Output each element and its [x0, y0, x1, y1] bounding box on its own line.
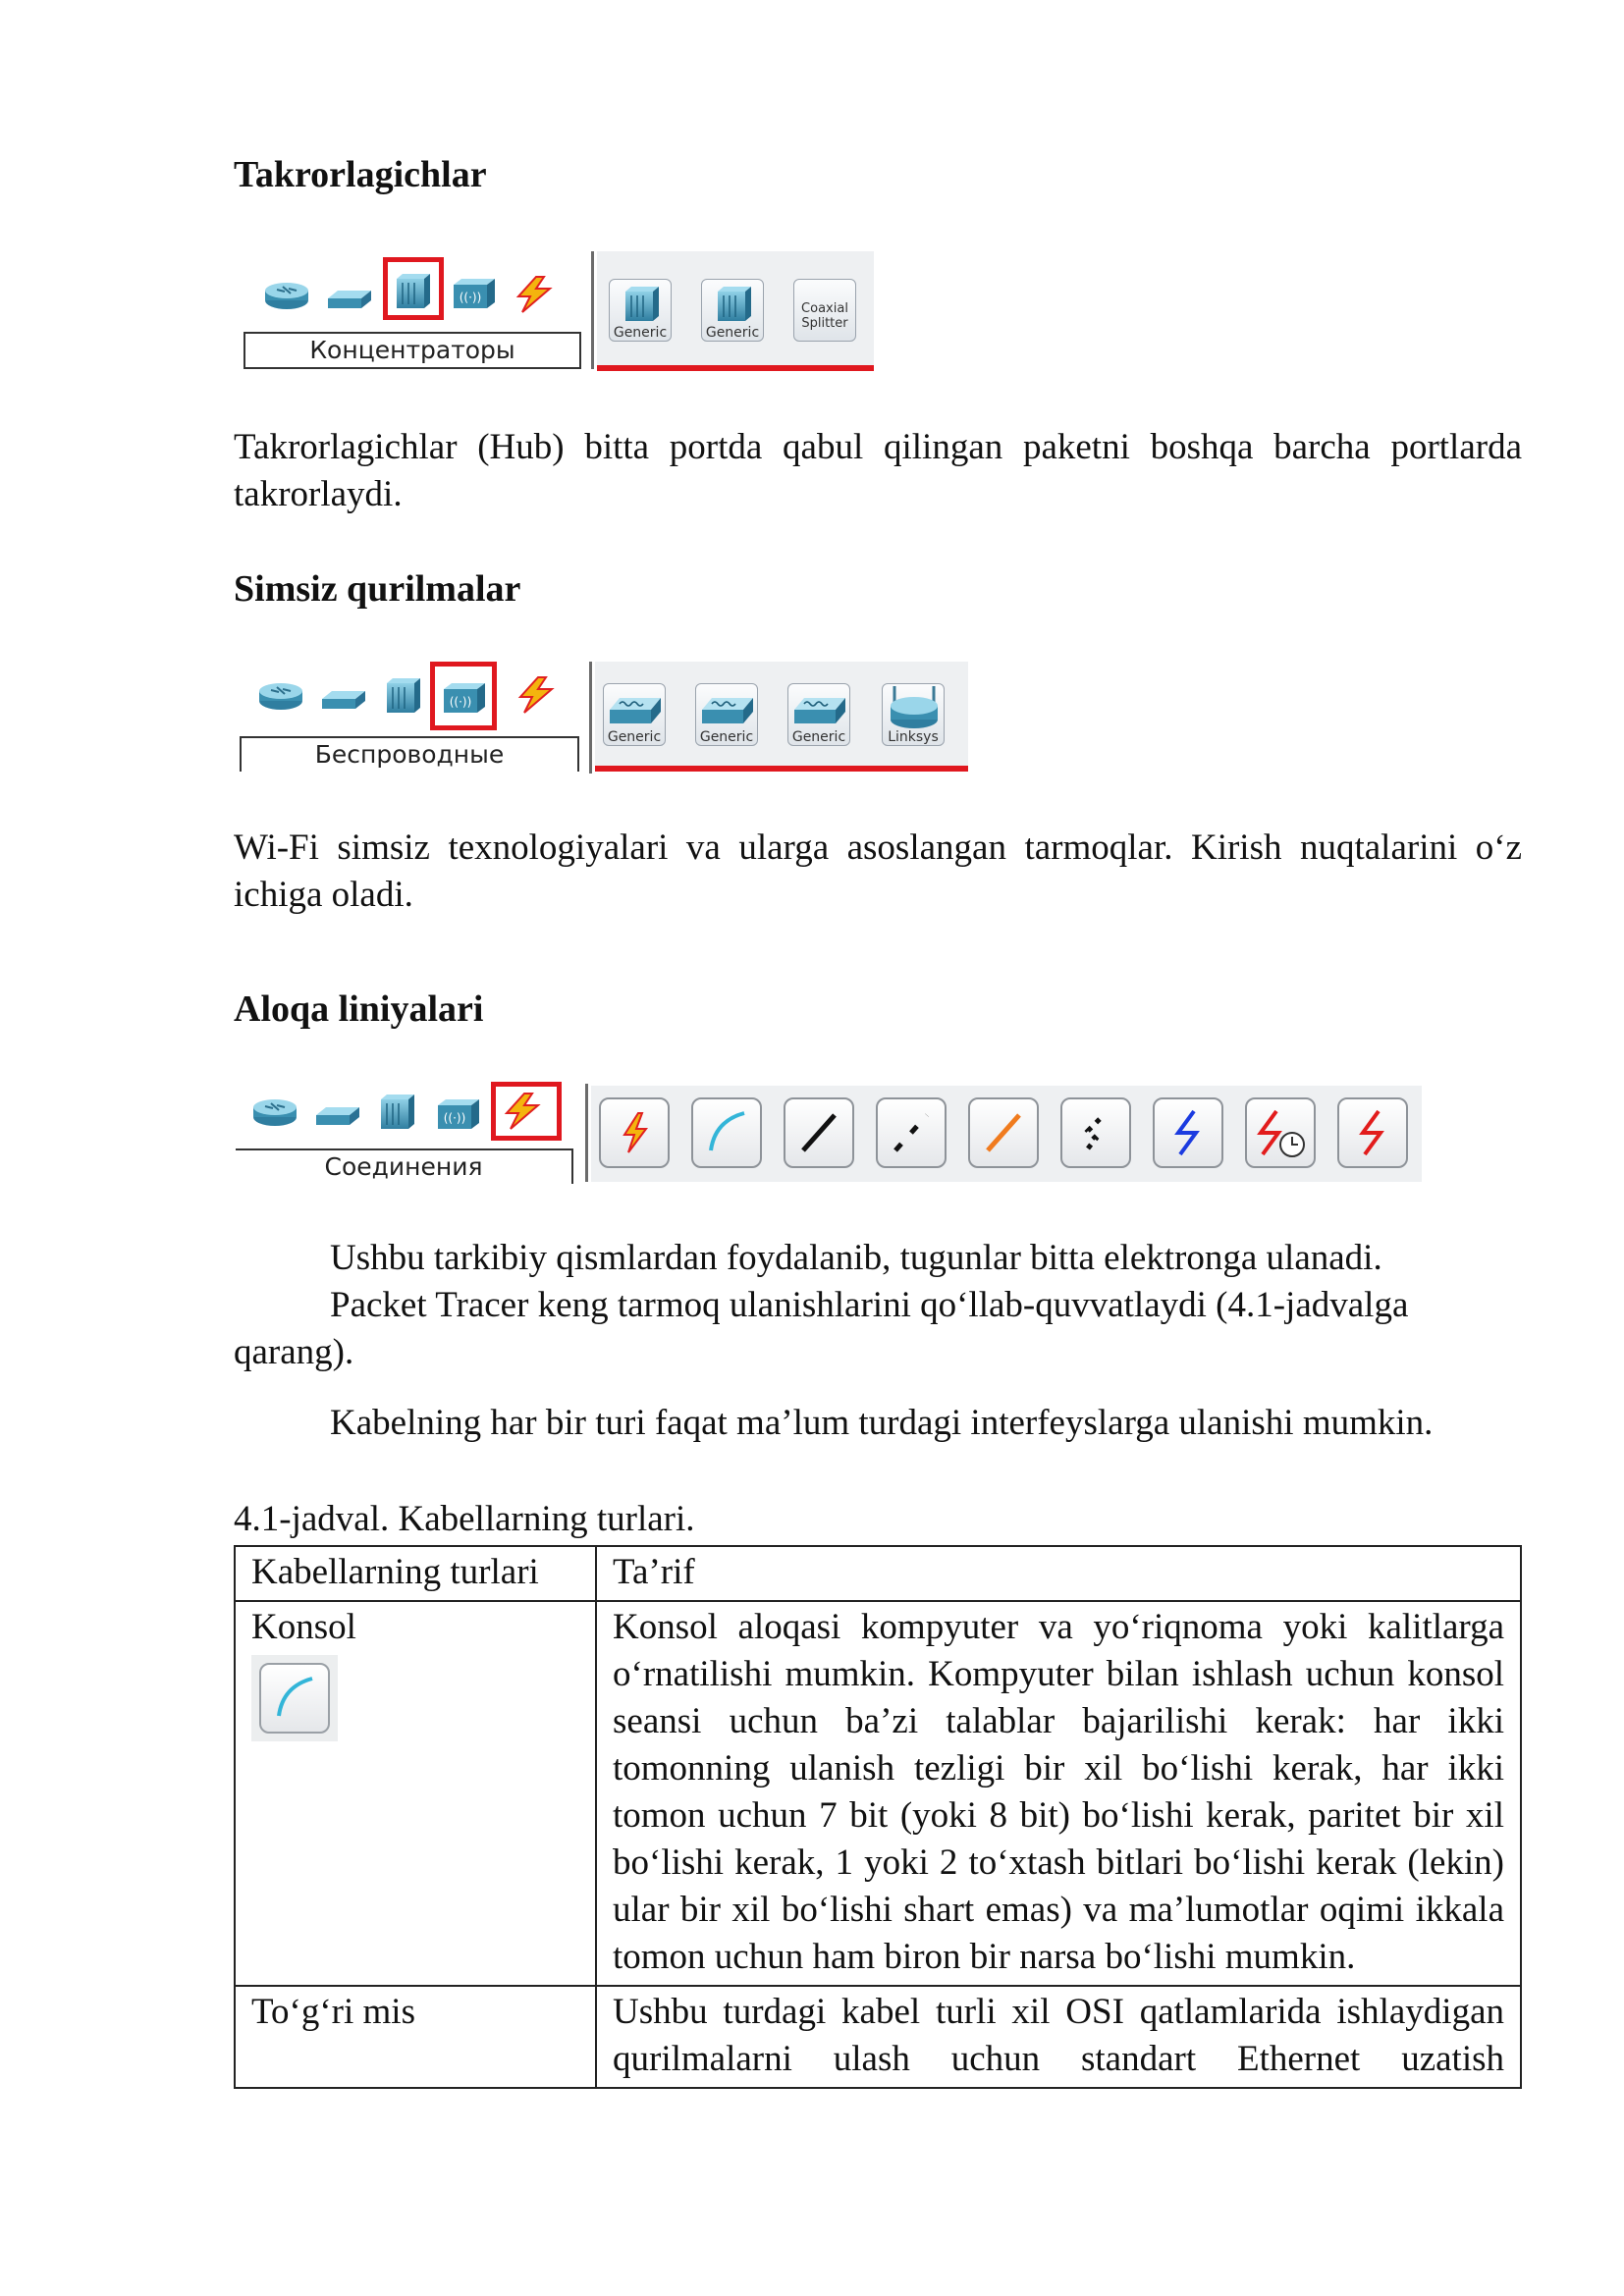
router-icon — [251, 1097, 298, 1127]
wireless-router-icon — [887, 684, 942, 731]
table-row — [235, 1601, 1521, 1986]
wireless-heading: Simsiz qurilmalar — [234, 568, 521, 610]
connections-heading: Aloqa liniyalari — [234, 988, 484, 1030]
table-cell-description: Ushbu turdagi kabel turli xil OSI qatlamlarida ishlaydigan qurilmalarni ulash uchun standart Ethernet uzatish — [596, 1986, 1521, 2088]
device-caption: Generic — [791, 729, 846, 745]
crossover-cable-icon[interactable] — [876, 1097, 947, 1168]
hubs-heading: Takrorlagichlar — [234, 154, 487, 195]
lightning-icon — [513, 675, 560, 715]
connections-para1: Ushbu tarkibiy qismlardan foydalanib, tugunlar bitta elektronga ulanadi. — [330, 1238, 1382, 1278]
coaxial-cable-icon[interactable] — [1153, 1097, 1223, 1168]
wireless-toolbar-image — [234, 658, 970, 777]
device-tile-generic-hub-2[interactable] — [701, 279, 764, 342]
access-point-icon — [792, 688, 847, 727]
cable-types-table — [234, 1545, 1522, 2089]
device-caption: Generic — [705, 325, 760, 341]
hubs-paragraph-line2: takrorlaydi. — [234, 474, 403, 514]
device-tile-generic-ap-3[interactable] — [787, 683, 850, 746]
table-header-cell: Kabellarning turlari — [235, 1546, 596, 1601]
category-label: Концентраторы — [244, 332, 581, 369]
fiber-cable-icon[interactable] — [968, 1097, 1039, 1168]
category-label: Беспроводные — [240, 736, 579, 772]
phone-cable-icon[interactable] — [1060, 1097, 1131, 1168]
selected-category-highlight — [383, 257, 444, 320]
table-cell-type — [235, 1601, 596, 1986]
console-cable-icon[interactable] — [691, 1097, 762, 1168]
device-caption: Coaxial Splitter — [801, 301, 848, 331]
table-header-row — [235, 1546, 1521, 1601]
connections-para3: Kabelning har bir turi faqat ma’lum turdagi interfeyslarga ulanishi mumkin. — [330, 1403, 1434, 1443]
auto-cable-icon[interactable] — [599, 1097, 670, 1168]
serial-dce-cable-icon[interactable] — [1245, 1097, 1316, 1168]
table-cell-description: Konsol aloqasi kompyuter va yo‘riqnoma yoki kalitlarga o‘rnatilishi mumkin. Kompyuter bilan ishlash uchun konsol seansi uchun ba’zi talablar bajarilishi kerak: har ikki tomonning ulanish tezligi bir xil bo‘lishi kerak, har ikki tomon uchun 7 bit (yoki 8 bit) bo‘lishi kerak, paritet bir xil bo‘lishi kerak, 1 yoki 2 to‘xtash bitlari bo‘lishi kerak (lekin) ular bir xil bo‘lishi shart emas) va ma’lumotlar oqimi ikkala tomon uchun ham biron bir narsa bo‘lishi mumkin. — [596, 1601, 1521, 1986]
straight-through-cable-icon[interactable] — [784, 1097, 854, 1168]
category-label: Соединения — [236, 1148, 573, 1184]
switch-icon — [314, 1099, 361, 1129]
table-caption: 4.1-jadval. Kabellarning turlari. — [234, 1499, 695, 1539]
hub-icon — [714, 284, 753, 323]
router-icon — [263, 281, 310, 310]
connections-para2: Packet Tracer keng tarmoq ulanishlarini qo‘llab-quvvatlaydi (4.1-jadvalga — [330, 1285, 1409, 1325]
serial-dte-cable-icon[interactable] — [1337, 1097, 1408, 1168]
device-tile-generic-ap-1[interactable] — [603, 683, 666, 746]
table-cell-type: To‘g‘ri mis — [235, 1986, 596, 2088]
connections-paragraphs — [234, 1235, 1522, 1447]
router-icon — [257, 681, 304, 711]
selection-underline — [597, 365, 874, 371]
access-point-icon — [700, 688, 755, 727]
cable-type-name: Konsol — [251, 1607, 356, 1647]
console-cable-icon — [251, 1655, 338, 1741]
wireless-paragraph-line1: Wi-Fi simsiz texnologiyalari va ularga asoslangan tarmoqlar. Kirish nuqtalarini o‘z — [234, 828, 1522, 868]
connections-toolbar-image — [234, 1080, 1422, 1186]
hub-icon — [377, 1092, 416, 1131]
table-header-cell: Ta’rif — [596, 1546, 1521, 1601]
device-caption: Linksys — [888, 729, 939, 745]
access-point-icon — [608, 688, 663, 727]
hubs-paragraph — [234, 424, 1522, 518]
hub-icon — [383, 675, 422, 715]
hubs-toolbar-image — [234, 247, 874, 373]
selected-category-highlight — [491, 1082, 562, 1141]
hubs-paragraph-line1: Takrorlagichlar (Hub) bitta portda qabul qilingan paketni boshqa barcha portlarda — [234, 427, 1522, 467]
device-caption: Generic — [699, 729, 754, 745]
table-row — [235, 1986, 1521, 2088]
device-caption: Generic — [607, 729, 662, 745]
selection-underline — [595, 766, 968, 772]
hub-icon — [622, 284, 661, 323]
wireless-paragraph-line2: ichiga oladi. — [234, 875, 413, 915]
switch-icon — [326, 283, 373, 312]
device-tile-generic-hub-1[interactable] — [609, 279, 672, 342]
device-caption: Generic — [613, 325, 668, 341]
switch-icon — [320, 683, 367, 713]
selected-category-highlight — [430, 662, 497, 730]
device-tile-linksys[interactable] — [882, 683, 945, 746]
device-tile-generic-ap-2[interactable] — [695, 683, 758, 746]
wireless-icon — [450, 275, 497, 310]
lightning-icon — [511, 275, 558, 314]
connections-para2-last: qarang). — [234, 1332, 354, 1372]
wireless-paragraph — [234, 825, 1522, 919]
device-tile-coaxial-splitter[interactable] — [793, 279, 856, 342]
wireless-icon — [434, 1095, 481, 1131]
